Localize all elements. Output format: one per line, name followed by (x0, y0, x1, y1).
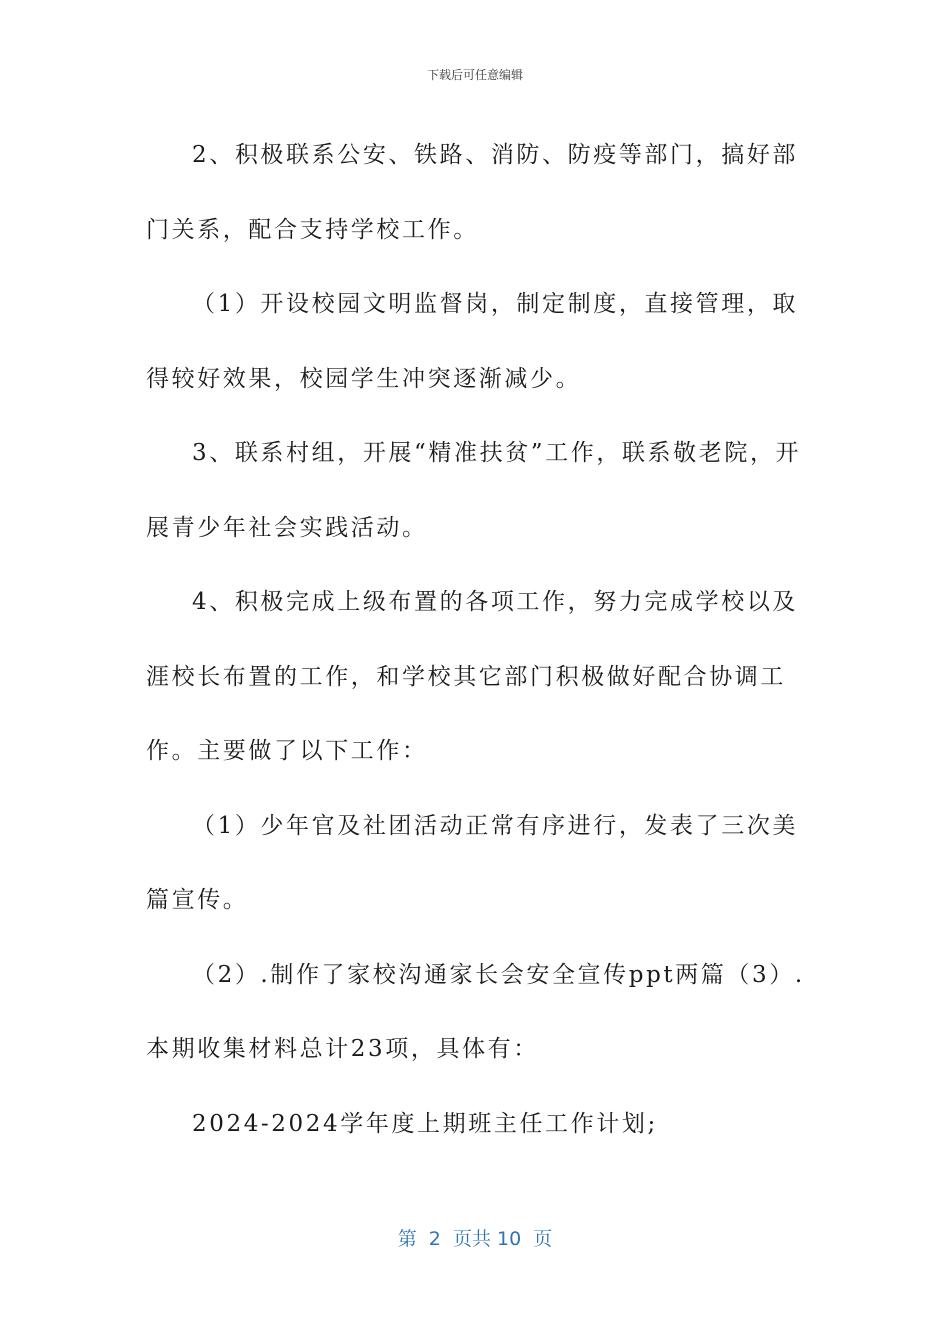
paragraph-liaison-departments: 2、积极联系公安、铁路、消防、防疫等部门，搞好部门关系，配合支持学校工作。 (146, 142, 799, 243)
paragraph-poverty-alleviation: 3、联系村组，开展“精准扶贫”工作，联系敬老院，开展青少年社会实践活动。 (146, 440, 802, 541)
document-body (146, 118, 806, 1161)
paragraph-work-plan: 2024-2024学年度上期班主任工作计划; (192, 1110, 658, 1137)
page-header: 下载后可任意编辑 (426, 68, 523, 82)
paragraph-materials: （2）.制作了家校沟通家长会安全宣传ppt两篇（3）.本期收集材料总计23项，具体有： (146, 961, 805, 1062)
paragraph-assigned-tasks: 4、积极完成上级布置的各项工作，努力完成学校以及涯校长布置的工作，和学校其它部门积极做好配合协调工作。主要做了以下工作： (146, 589, 799, 764)
page-footer: 第 2 页共 10 页 (397, 1228, 553, 1250)
paragraph-civility-post: （1）开设校园文明监督岗，制定制度，直接管理，取得较好效果，校园学生冲突逐渐减少。 (146, 291, 799, 392)
paragraph-youth-palace: （1）少年官及社团活动正常有序进行，发表了三次美篇宣传。 (146, 812, 799, 913)
